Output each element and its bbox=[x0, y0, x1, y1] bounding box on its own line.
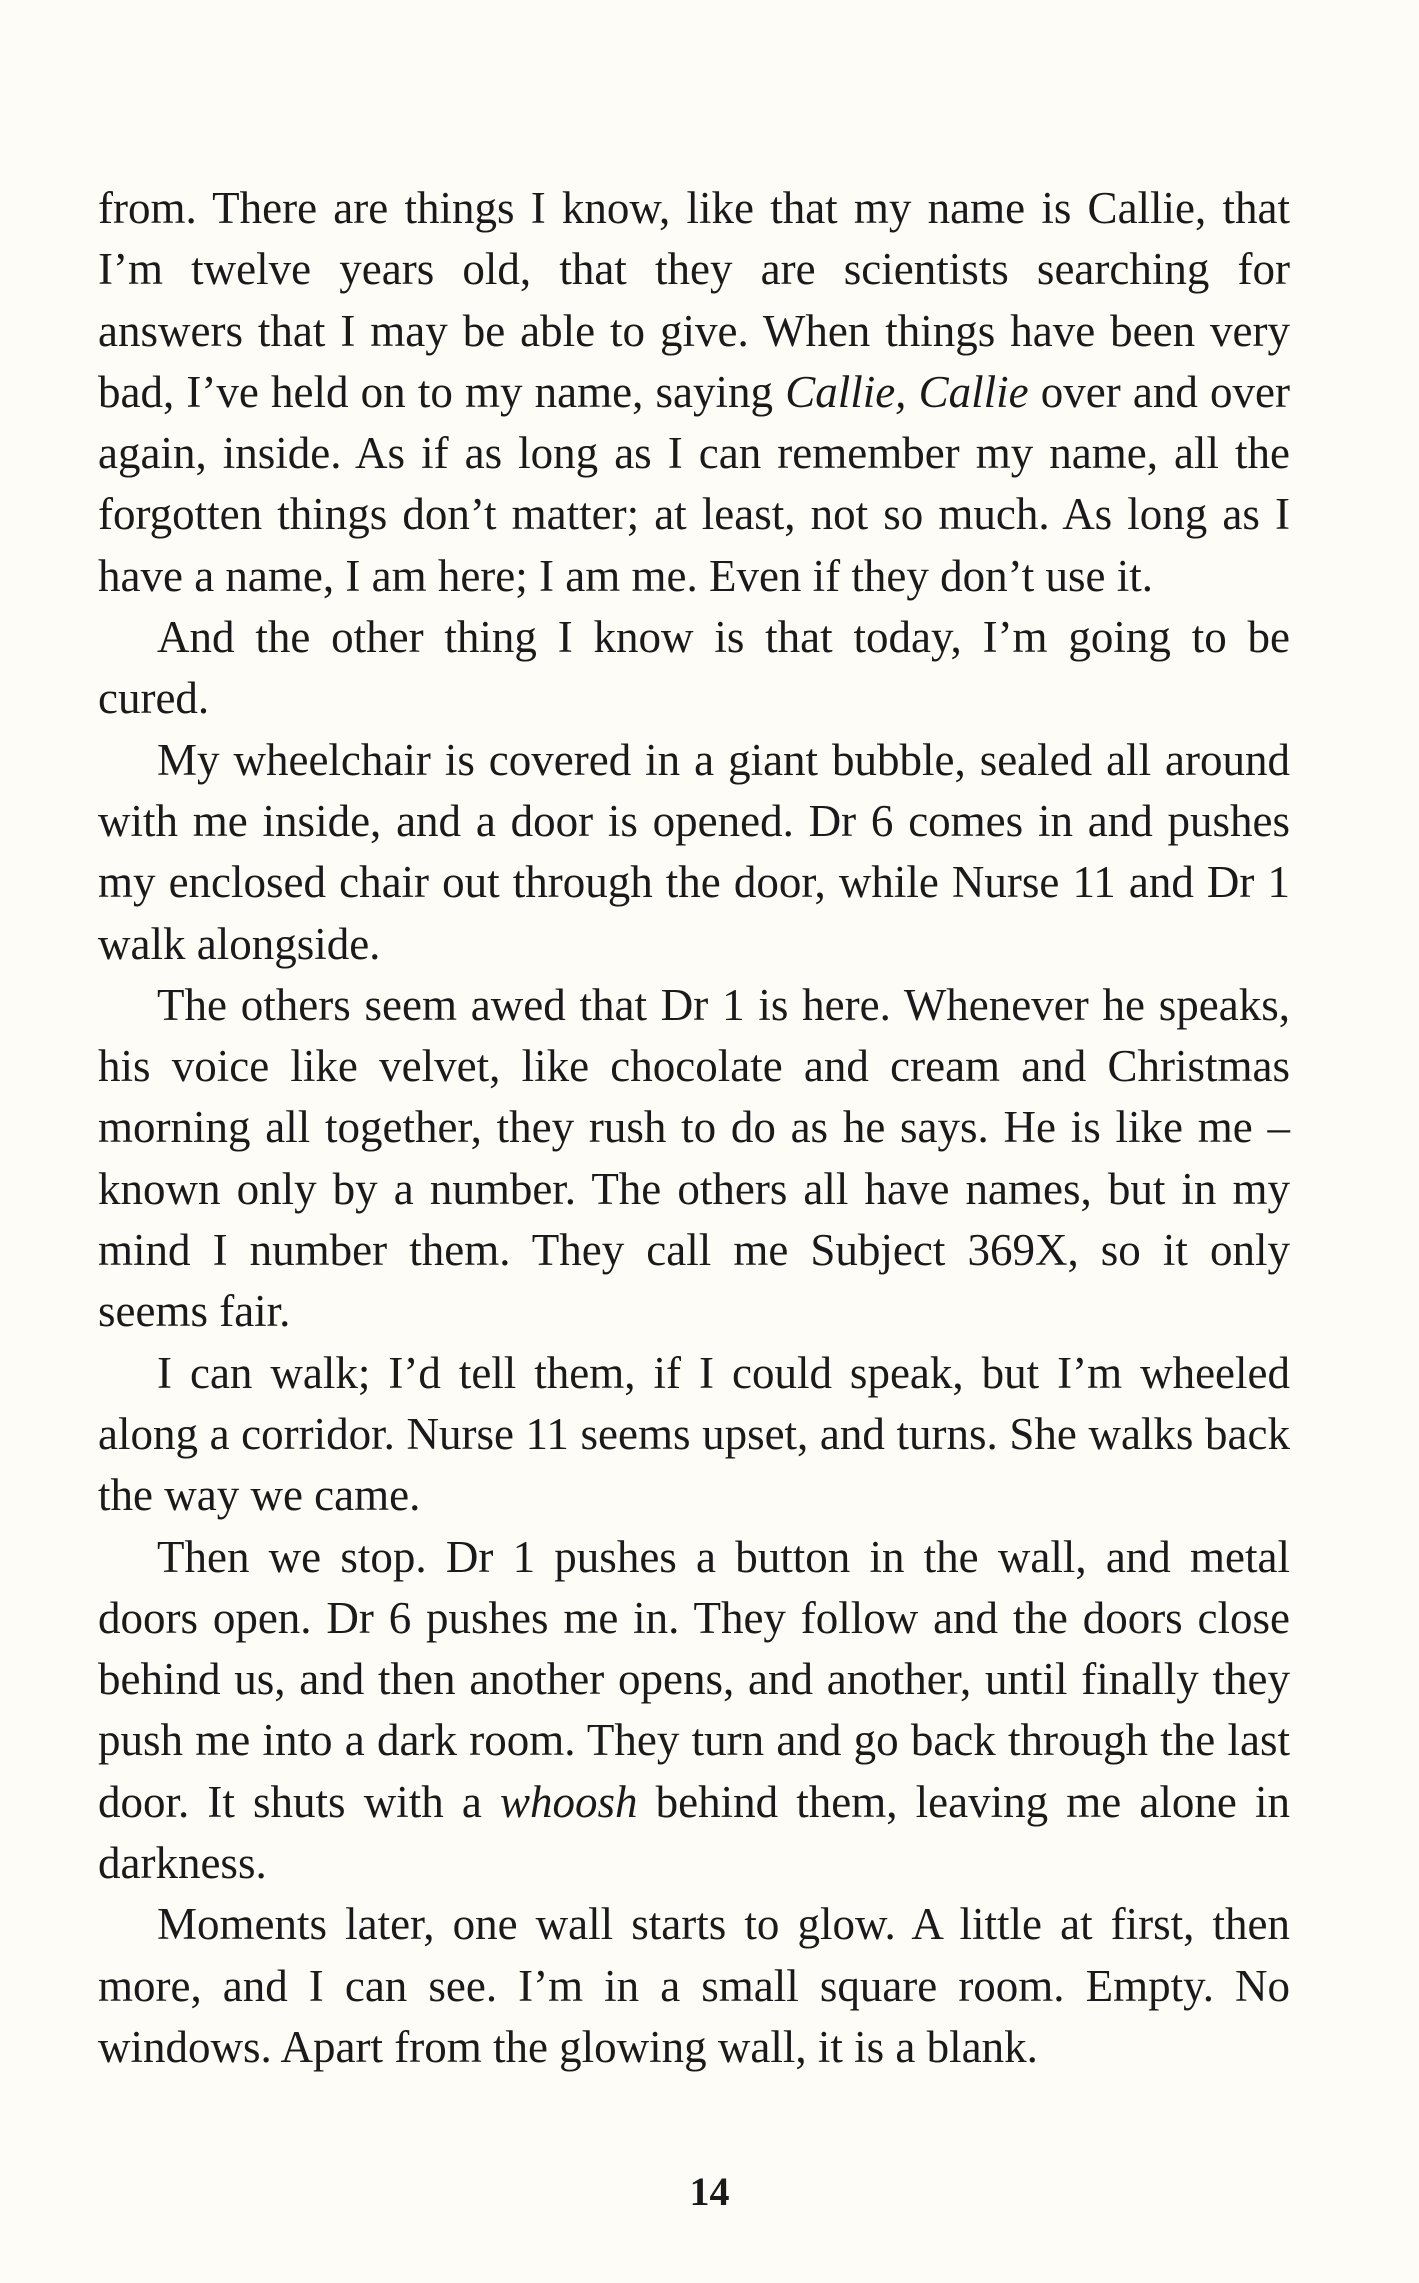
body-text bbox=[98, 178, 1290, 2078]
paragraph-5: I can walk; I’d tell them, if I could speak, but I’m wheeled along a corridor. Nurse 11 seems upset, and turns. She walks back the way we came. bbox=[98, 1347, 1290, 1521]
paragraph-3: My wheelchair is covered in a giant bubble, sealed all around with me inside, and a door is opened. Dr 6 comes in and pushes my enclosed chair out through the door, while Nurse 11 and Dr 1 walk alongside. bbox=[98, 734, 1290, 969]
page-number: 14 bbox=[689, 2169, 730, 2214]
italic-callie: Callie, Callie bbox=[785, 366, 1029, 417]
paragraph-6: Then we stop. Dr 1 pushes a button in the wall, and metal doors open. Dr 6 pushes me in. They follow and the doors close behind us, and then another opens, and another, until finally they push me into a dark room. They turn and go back through the last door. It shuts with a whoosh behind them, leaving me alone in darkness. bbox=[98, 1531, 1290, 1889]
paragraph-2: And the other thing I know is that today, I’m going to be cured. bbox=[98, 612, 1290, 724]
paragraph-4: The others seem awed that Dr 1 is here. Whenever he speaks, his voice like velvet, like chocolate and cream and Christmas morning all together, they rush to do as he says. He is like me – known only by a number. The others all have names, but in my mind I number them. They call me Subject 369X, so it only seems fair. bbox=[98, 979, 1290, 1337]
italic-whoosh: whoosh bbox=[499, 1776, 638, 1827]
paragraph-7: Moments later, one wall starts to glow. A little at first, then more, and I can see. I’m in a small square room. Empty. No windows. Apart from the glowing wall, it is a blank. bbox=[98, 1899, 1290, 2072]
paragraph-1: from. There are things I know, like that my name is Callie, that I’m twelve years old, that they are scientists searching for answers that I may be able to give. When things have been very bad, I’ve held on to my name, saying Callie, Callie over and over again, inside. As if as long as I can remember my name, all the forgotten things don’t matter; at least, not so much. As long as I have a name, I am here; I am me. Even if they don’t use it. bbox=[98, 183, 1291, 601]
